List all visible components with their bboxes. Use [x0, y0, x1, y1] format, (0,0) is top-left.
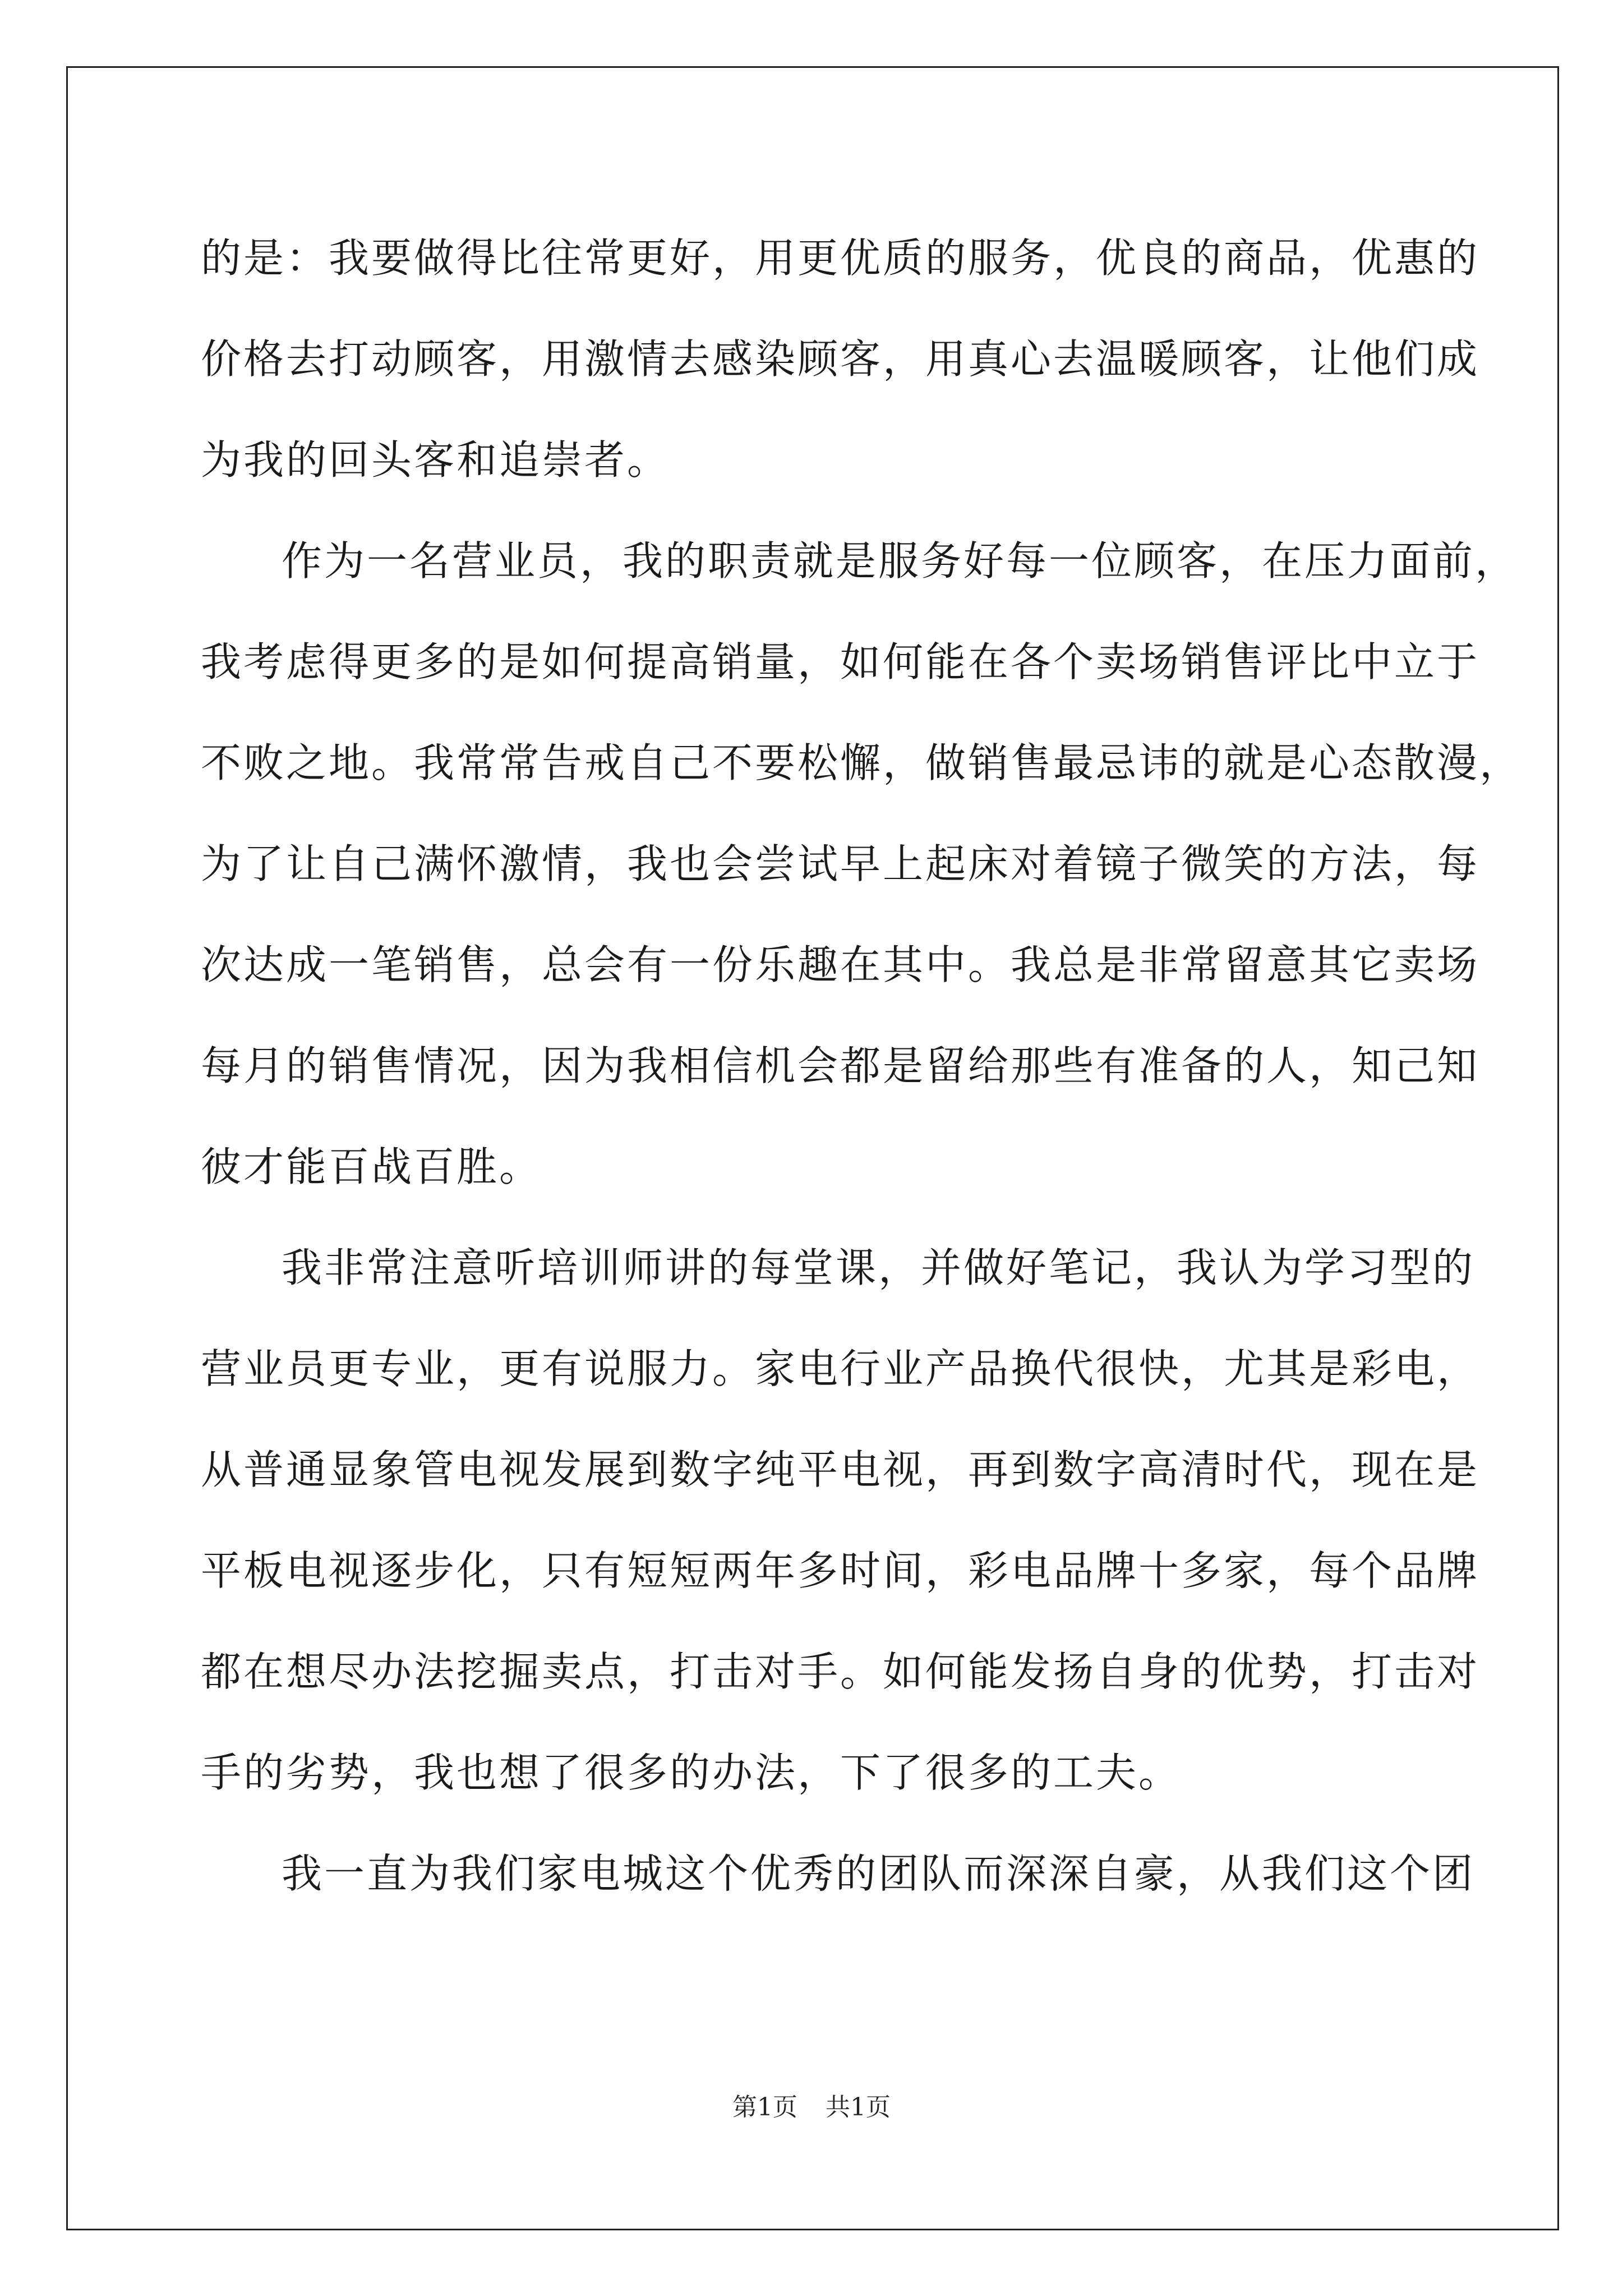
text-line: 我非常注意听培训师讲的每堂课，并做好笔记，我认为学习型的 — [282, 1244, 1476, 1291]
text-line: 不败之地。我常常告戒自己不要松懈，做销售最忌讳的就是心态散漫， — [201, 739, 1523, 786]
page-footer — [0, 2087, 1623, 2123]
document-body — [201, 208, 1523, 1924]
text-line: 平板电视逐步化，只有短短两年多时间，彩电品牌十多家，每个品牌 — [201, 1547, 1480, 1594]
text-line: 的是：我要做得比往常更好，用更优质的服务，优良的商品，优惠的 — [201, 234, 1480, 282]
text-line: 每月的销售情况，因为我相信机会都是留给那些有准备的人，知己知 — [201, 1042, 1480, 1089]
text-line: 营业员更专业，更有说服力。家电行业产品换代很快，尤其是彩电， — [201, 1345, 1480, 1392]
text-line: 为了让自己满怀激情，我也会尝试早上起床对着镜子微笑的方法，每 — [201, 840, 1480, 887]
page-number: 第1页 — [732, 2093, 797, 2122]
text-line: 作为一名营业员，我的职责就是服务好每一位顾客，在压力面前， — [282, 537, 1518, 585]
text-line: 为我的回头客和追崇者。 — [201, 436, 670, 484]
text-line: 我一直为我们家电城这个优秀的团队而深深自豪，从我们这个团 — [282, 1850, 1476, 1897]
text-line: 我考虑得更多的是如何提高销量，如何能在各个卖场销售评比中立于 — [201, 638, 1480, 685]
text-line: 都在想尽办法挖掘卖点，打击对手。如何能发扬自身的优势，打击对 — [201, 1648, 1480, 1695]
text-line: 价格去打动顾客，用激情去感染顾客，用真心去温暖顾客，让他们成 — [201, 335, 1480, 383]
page-total: 共1页 — [826, 2093, 891, 2122]
text-line: 从普通显象管电视发展到数字纯平电视，再到数字高清时代，现在是 — [201, 1446, 1480, 1493]
text-line: 彼才能百战百胜。 — [201, 1143, 542, 1190]
text-line: 手的劣势，我也想了很多的办法，下了很多的工夫。 — [201, 1749, 1182, 1796]
text-line: 次达成一笔销售，总会有一份乐趣在其中。我总是非常留意其它卖场 — [201, 941, 1480, 988]
